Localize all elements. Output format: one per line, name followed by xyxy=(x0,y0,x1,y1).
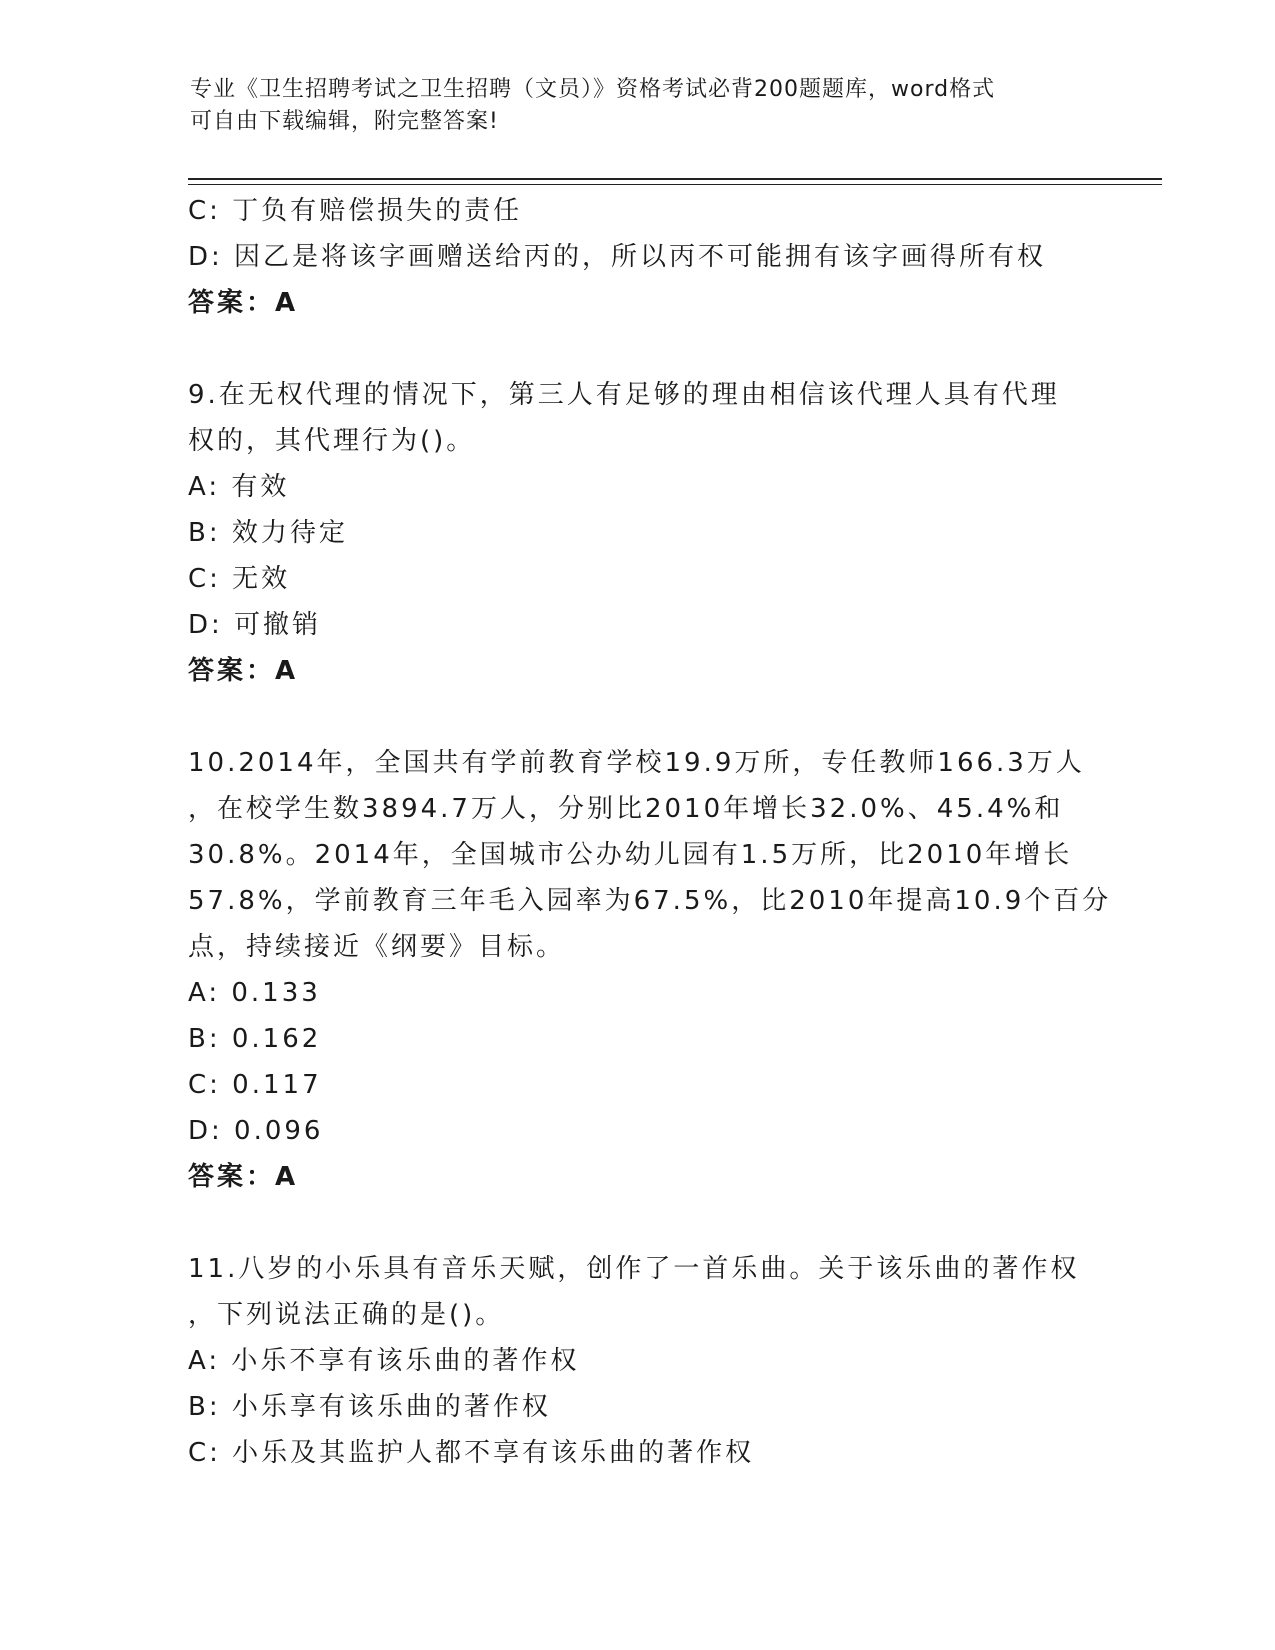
spacer xyxy=(188,326,1088,372)
header-divider-thick xyxy=(188,178,1162,180)
question-10 xyxy=(188,740,1112,1200)
question-stem-line: 57.8%，学前教育三年毛入园率为67.5%，比2010年提高10.9个百分 xyxy=(188,886,1112,916)
question-content xyxy=(188,188,1112,1476)
header-title-line-1: 专业《卫生招聘考试之卫生招聘（文员）》资格考试必背200题题库，word格式 xyxy=(190,77,996,102)
question-stem-line: 点，持续接近《纲要》目标。 xyxy=(188,932,566,962)
option-a: A: 0.133 xyxy=(188,978,321,1008)
option-c: C: 丁负有赔偿损失的责任 xyxy=(188,196,523,226)
answer-label: 答案：A xyxy=(188,1162,299,1192)
question-stem-line: 权的，其代理行为()。 xyxy=(188,426,476,456)
question-9 xyxy=(188,372,1088,694)
question-stem-line: 11.八岁的小乐具有音乐天赋，创作了一首乐曲。关于该乐曲的著作权 xyxy=(188,1254,1080,1284)
option-c: C: 小乐及其监护人都不享有该乐曲的著作权 xyxy=(188,1438,755,1468)
header-title-line-2: 可自由下载编辑，附完整答案! xyxy=(190,109,499,134)
spacer xyxy=(188,1200,1088,1246)
option-d: D: 可撤销 xyxy=(188,610,322,640)
option-a: A: 有效 xyxy=(188,472,290,502)
header-divider-thin xyxy=(188,184,1162,185)
option-d: D: 因乙是将该字画赠送给丙的，所以丙不可能拥有该字画得所有权 xyxy=(188,242,1047,272)
answer-label: 答案：A xyxy=(188,288,299,318)
option-b: B: 0.162 xyxy=(188,1024,322,1054)
option-c: C: 无效 xyxy=(188,564,291,594)
option-a: A: 小乐不享有该乐曲的著作权 xyxy=(188,1346,580,1376)
answer-label: 答案：A xyxy=(188,656,299,686)
previous-question-tail xyxy=(188,188,1088,326)
document-header xyxy=(190,74,1090,138)
option-b: B: 效力待定 xyxy=(188,518,348,548)
question-stem-line: ，在校学生数3894.7万人，分别比2010年增长32.0%、45.4%和 xyxy=(188,794,1064,824)
spacer xyxy=(188,694,1088,740)
question-stem-line: 10.2014年，全国共有学前教育学校19.9万所，专任教师166.3万人 xyxy=(188,748,1085,778)
option-d: D: 0.096 xyxy=(188,1116,324,1146)
question-stem-line: 30.8%。2014年，全国城市公办幼儿园有1.5万所，比2010年增长 xyxy=(188,840,1073,870)
question-stem-line: 9.在无权代理的情况下，第三人有足够的理由相信该代理人具有代理 xyxy=(188,380,1060,410)
question-stem-line: ，下列说法正确的是()。 xyxy=(188,1300,505,1330)
option-c: C: 0.117 xyxy=(188,1070,322,1100)
question-11 xyxy=(188,1246,1088,1476)
option-b: B: 小乐享有该乐曲的著作权 xyxy=(188,1392,551,1422)
